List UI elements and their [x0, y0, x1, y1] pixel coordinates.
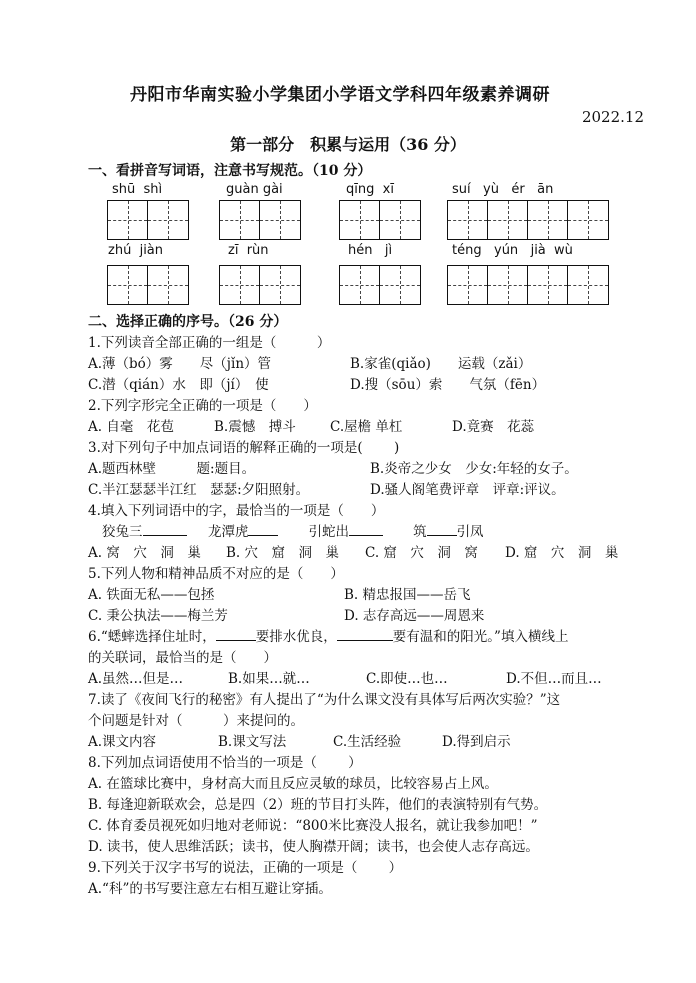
question-8: 8.下列加点词语使用不恰当的一项是（ ） [88, 755, 362, 771]
writing-grid[interactable] [219, 265, 301, 305]
option-c[interactable]: C.即使…也… [366, 671, 448, 687]
option-b[interactable]: B.家雀(qiǎo) 运载（zǎi） [350, 356, 532, 372]
fill-blank[interactable] [349, 535, 383, 536]
exam-title: 丹阳市华南实验小学集团小学语文学科四年级素养调研 [130, 85, 550, 105]
pinyin-label: téng yún jià wù [452, 243, 573, 258]
option-b[interactable]: B.震憾 搏斗 [214, 419, 296, 435]
section2-heading: 二、选择正确的序号。（26 分） [88, 314, 288, 330]
writing-grid[interactable] [107, 200, 189, 240]
question-1: 1.下列读音全部正确的一组是（ ） [88, 335, 331, 351]
pinyin-label: shū shì [112, 182, 163, 197]
writing-grid[interactable] [447, 200, 609, 240]
option-c[interactable]: C.屋檐 单杠 [330, 419, 403, 435]
question-6: 6.“蟋蟀选择住址时， 要排水优良， 要有温和的阳光。”填入横线上 [88, 629, 569, 645]
writing-grid[interactable] [219, 200, 301, 240]
part-heading: 第一部分 积累与运用（36 分） [230, 135, 466, 154]
option-b[interactable]: B.如果…就… [228, 671, 310, 687]
question-5: 5.下列人物和精神品质不对应的是（ ） [88, 566, 344, 582]
option-c[interactable]: C. 体育委员视死如归地对老师说：“800米比赛没人报名，就让我参加吧！” [88, 818, 538, 834]
fill-blank[interactable] [248, 535, 278, 536]
writing-grid[interactable] [107, 265, 189, 305]
pinyin-label: hén jì [348, 243, 393, 258]
option-d[interactable]: D.不但…而且… [506, 671, 602, 687]
question-3: 3.对下列句子中加点词语的解释正确的一项是( ) [88, 440, 400, 456]
fill-blank[interactable] [143, 535, 187, 536]
option-c[interactable]: C.潜（qián）水 即（jí） 使 [88, 377, 269, 393]
fill-blank[interactable] [337, 640, 393, 641]
option-a[interactable]: A. 铁面无私——包拯 [88, 587, 215, 603]
question-2: 2.下列字形完全正确的一项是（ ） [88, 398, 317, 414]
question-4: 4.填入下列词语中的字，最恰当的一项是（ ） [88, 503, 385, 519]
pinyin-label: zhú jiàn [108, 243, 164, 258]
question-7-cont: 个问题是针对（ ）来提问的。 [88, 713, 304, 729]
pinyin-label: zī rùn [228, 243, 269, 258]
question-4-words: 狡兔三 龙潭虎 引蛇出 筑 引凤 [102, 524, 484, 540]
option-d[interactable]: D.得到启示 [442, 734, 511, 750]
writing-grid[interactable] [339, 265, 421, 305]
option-b[interactable]: B. 穴 窟 洞 巢 [226, 545, 340, 561]
section1-heading: 一、看拼音写词语，注意书写规范。（10 分） [88, 163, 372, 179]
option-a[interactable]: A. 窝 穴 洞 巢 [88, 545, 201, 561]
option-b[interactable]: B.炎帝之少女 少女:年轻的女子。 [370, 461, 578, 477]
option-b[interactable]: B. 精忠报国——岳飞 [344, 587, 471, 603]
fill-blank[interactable] [427, 535, 457, 536]
option-a[interactable]: A.虽然…但是… [88, 671, 184, 687]
option-a[interactable]: A.课文内容 [88, 734, 157, 750]
option-d[interactable]: D. 窟 穴 洞 巢 [505, 545, 619, 561]
question-6-cont: 的关联词，最恰当的是（ ） [88, 650, 277, 666]
writing-grid[interactable] [339, 200, 421, 240]
option-d[interactable]: D. 读书，使人思维活跃；读书，使人胸襟开阔；读书，也会使人志存高远。 [88, 839, 539, 855]
option-d[interactable]: D.搜（sōu）索 气氛（fēn） [350, 377, 546, 393]
option-c[interactable]: C. 窟 穴 洞 窝 [365, 545, 478, 561]
option-b[interactable]: B. 每逢迎新联欢会，总是四（2）班的节目打头阵，他们的表演特别有气势。 [88, 797, 548, 813]
option-d[interactable]: D.骚人阁笔费评章 评章:评议。 [370, 482, 565, 498]
option-c[interactable]: C.半江瑟瑟半江红 瑟瑟:夕阳照射。 [88, 482, 310, 498]
option-a[interactable]: A.薄（bó）雾 尽（jǐn）管 [88, 356, 272, 372]
pinyin-label: guàn gài [226, 182, 283, 197]
option-a[interactable]: A. 在篮球比赛中，身材高大而且反应灵敏的球员，比较容易占上风。 [88, 776, 498, 792]
option-a[interactable]: A.题西林壁 题:题目。 [88, 461, 256, 477]
option-d[interactable]: D. 志存高远——周恩来 [344, 608, 485, 624]
option-d[interactable]: D.竟赛 花蕊 [452, 419, 535, 435]
exam-date: 2022.12 [581, 108, 644, 126]
question-7: 7.读了《夜间飞行的秘密》有人提出了“为什么课文没有具体写后两次实验？”这 [88, 692, 561, 708]
question-9: 9.下列关于汉字书写的说法，正确的一项是（ ） [88, 860, 403, 876]
option-c[interactable]: C.生活经验 [333, 734, 402, 750]
option-a[interactable]: A. 自毫 花苞 [88, 419, 174, 435]
option-a[interactable]: A.“科”的书写要注意左右相互避让穿插。 [88, 881, 332, 897]
pinyin-label: qīng xī [346, 182, 394, 197]
option-c[interactable]: C. 秉公执法——梅兰芳 [88, 608, 228, 624]
option-b[interactable]: B.课文写法 [218, 734, 287, 750]
writing-grid[interactable] [447, 265, 609, 305]
pinyin-label: suí yù ér ān [452, 182, 554, 197]
fill-blank[interactable] [216, 640, 256, 641]
